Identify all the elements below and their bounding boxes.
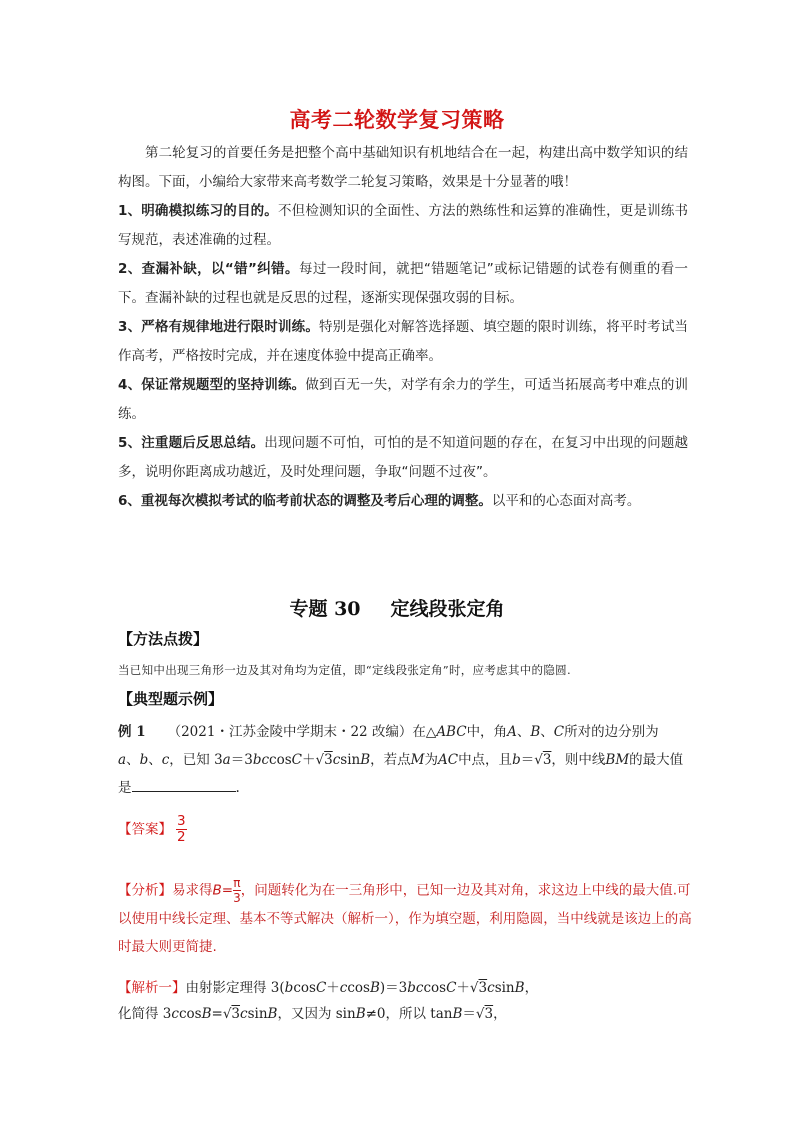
strategy-item-1	[118, 197, 688, 255]
text: 、	[540, 724, 554, 740]
text: ，则中线	[551, 752, 606, 768]
text: cos	[269, 752, 292, 768]
math-var: c	[487, 980, 495, 996]
math-var: B	[212, 882, 222, 899]
strategy-lead: 2、查漏补缺，以“错”纠错。	[118, 261, 299, 277]
numerator: 3	[177, 813, 186, 829]
text: 、	[148, 752, 162, 768]
math-var: AC	[437, 752, 459, 768]
strategy-item-2	[118, 255, 688, 313]
sqrt-value: 3	[324, 752, 333, 768]
text: cos	[347, 980, 370, 996]
math-var: A	[507, 724, 517, 740]
text: ≠0，所以 tan	[365, 1006, 453, 1022]
text: ＝	[520, 752, 535, 768]
denominator: 3	[233, 891, 241, 905]
text: cos	[293, 980, 316, 996]
text: 为	[424, 752, 438, 768]
text: ，问题转化为在一三角形中，已知一边及其对角，求这边上中线的最大值.可以使用中线长定理、基本不等式解决（解析一），作为填空题，利用隐圆，当中线就是该边上的高时最大则更简捷.	[118, 882, 692, 955]
text: 、	[126, 752, 140, 768]
math-var: B	[452, 1006, 463, 1022]
text: .	[235, 780, 240, 796]
strategy-text: 特别是强化对解答选择题、填空题的限时训练，将平时考试当作高考，严格按时完成，并在速度体验中提高正确率。	[118, 319, 688, 364]
strategy-item-3	[118, 313, 688, 371]
math-var: c	[240, 1006, 248, 1022]
example-label: 例 1	[118, 724, 146, 740]
sqrt-value: 3	[484, 1006, 494, 1022]
example-1	[118, 718, 688, 802]
text: ＝	[462, 1006, 476, 1022]
denominator: 2	[177, 829, 186, 845]
math-var: B	[514, 980, 525, 996]
strategy-text: 不但检测知识的全面性、方法的熟练性和运算的准确性，更是训练书写规范，表述准确的过程。	[118, 203, 689, 248]
strategy-text: 出现问题不可怕，可怕的是不知道问题的存在，在复习中出现的问题越多，说明你距离成功越近，及时处理问题，争取“问题不过夜”。	[118, 435, 688, 480]
math-var: B	[355, 1006, 366, 1022]
text: )＝3	[379, 980, 408, 996]
math-var: ABC	[436, 724, 467, 740]
examples-heading: 【典型题示例】	[118, 690, 224, 708]
intro-paragraph: 第二轮复习的首要任务是把整个高中基础知识有机地结合在一起，构建出高中数学知识的结构图。下面，小编给大家带来高考数学二轮复习策略，效果是十分显著的哦！	[118, 145, 688, 190]
text: sin	[340, 752, 361, 768]
page-title: 高考二轮数学复习策略	[289, 108, 505, 132]
text: ，	[524, 980, 539, 996]
math-var: bc	[252, 752, 270, 768]
math-var: B	[369, 980, 380, 996]
topic-title	[0, 594, 794, 621]
text: 在△	[412, 724, 437, 740]
math-var: c	[171, 1006, 179, 1022]
strategy-lead: 4、保证常规题型的坚持训练。	[118, 377, 306, 393]
strategy-text: 每过一段时间，就把“错题笔记”或标记错题的试卷有侧重的看一下。查漏补缺的过程也就是反思的过程，逐渐实现保强攻弱的目标。	[118, 261, 688, 306]
math-var: BM	[605, 752, 630, 768]
sqrt-value: 3	[478, 980, 488, 996]
solution-line-1: 【解析一】由射影定理得 3(bcosC＋ccosB)＝3bccosC＋√3csinB，	[118, 980, 539, 996]
answer-tag: 【答案】	[118, 821, 172, 838]
text: ，已知 3	[169, 752, 223, 768]
example-source: （2021・江苏金陵中学期末・22 改编）	[167, 724, 413, 740]
strategy-lead: 6、重视每次模拟考试的临考前状态的调整及考后心理的调整。	[118, 493, 492, 509]
math-var: C	[291, 752, 302, 768]
sqrt-value: 3	[542, 752, 552, 768]
math-var: b	[284, 980, 294, 996]
text: ＋	[456, 980, 470, 996]
example-line-2: a、b、c，已知 3a＝3bccosC＋√3csinB，若点M为AC中点，且b＝√3，则中线BM的最大值	[118, 752, 684, 768]
text: 化简得 3	[118, 1006, 172, 1022]
text: 由射影定理得 3(	[185, 980, 285, 996]
math-var: B	[267, 1006, 278, 1022]
text: 易求得	[172, 882, 213, 899]
text: 的最大值	[629, 752, 684, 768]
method-text: 当已知中出现三角形一边及其对角均为定值，即“定线段张定角”时，应考虑其中的隐圆.	[118, 663, 571, 677]
math-var: b	[139, 752, 149, 768]
pi-fraction	[233, 876, 241, 905]
math-var: a	[222, 752, 231, 768]
text: ＋	[302, 752, 316, 768]
sqrt-value: 3	[231, 1006, 241, 1022]
text: sin	[247, 1006, 268, 1022]
math-var: b	[512, 752, 521, 768]
strategy-lead: 3、严格有规律地进行限时训练。	[118, 319, 319, 335]
numerator: π	[233, 876, 241, 890]
text: =	[211, 1006, 223, 1022]
example-line-1	[118, 718, 688, 746]
text: 、	[516, 724, 531, 740]
text: 中点，且	[458, 752, 513, 768]
math-var: M	[410, 752, 425, 768]
strategy-item-4	[118, 371, 688, 429]
strategy-item-5	[118, 429, 688, 487]
math-var: B	[201, 1006, 212, 1022]
text: ＝3	[230, 752, 253, 768]
text: ＋	[326, 980, 340, 996]
text: 中，角	[466, 724, 508, 740]
math-var: B	[360, 752, 371, 768]
example-line-3	[118, 774, 688, 802]
math-var: c	[332, 752, 341, 768]
text: ，又因为 sin	[277, 1006, 356, 1022]
math-var: a	[118, 752, 127, 768]
math-var: C	[315, 980, 327, 996]
math-var: B	[530, 724, 541, 740]
answer-blank	[132, 777, 236, 792]
text: sin	[494, 980, 515, 996]
answer-fraction	[176, 814, 187, 845]
topic-name: 定线段张定角	[390, 598, 505, 620]
analysis	[118, 876, 692, 961]
strategy-text: 做到百无一失，对学有余力的学生，可适当拓展高考中难点的训练。	[118, 377, 688, 422]
analysis-tag: 【分析】	[118, 882, 172, 899]
text: 是	[118, 780, 132, 796]
text: ，若点	[370, 752, 411, 768]
text: cos	[178, 1006, 202, 1022]
solution-tag: 【解析一】	[118, 980, 186, 996]
answer	[118, 814, 187, 845]
text: cos	[423, 980, 447, 996]
text: 所对的边分别为	[564, 724, 659, 740]
text: ，	[493, 1006, 507, 1022]
strategy-text: 以平和的心态面对高考。	[491, 493, 641, 509]
math-var: c	[161, 752, 170, 768]
text: =	[221, 882, 234, 899]
math-var: C	[553, 724, 565, 740]
solution-line-2: 化简得 3ccosB=√3csinB，又因为 sinB≠0，所以 tanB＝√3，	[118, 1006, 507, 1022]
strategy-lead: 1、明确模拟练习的目的。	[118, 203, 278, 219]
math-var: c	[339, 980, 348, 996]
strategy-lead: 5、注重题后反思总结。	[118, 435, 265, 451]
strategy-item-6	[118, 487, 688, 516]
math-var: bc	[407, 980, 424, 996]
topic-number: 专题 30	[289, 598, 361, 620]
method-heading: 【方法点拨】	[118, 630, 209, 648]
math-var: C	[446, 980, 457, 996]
